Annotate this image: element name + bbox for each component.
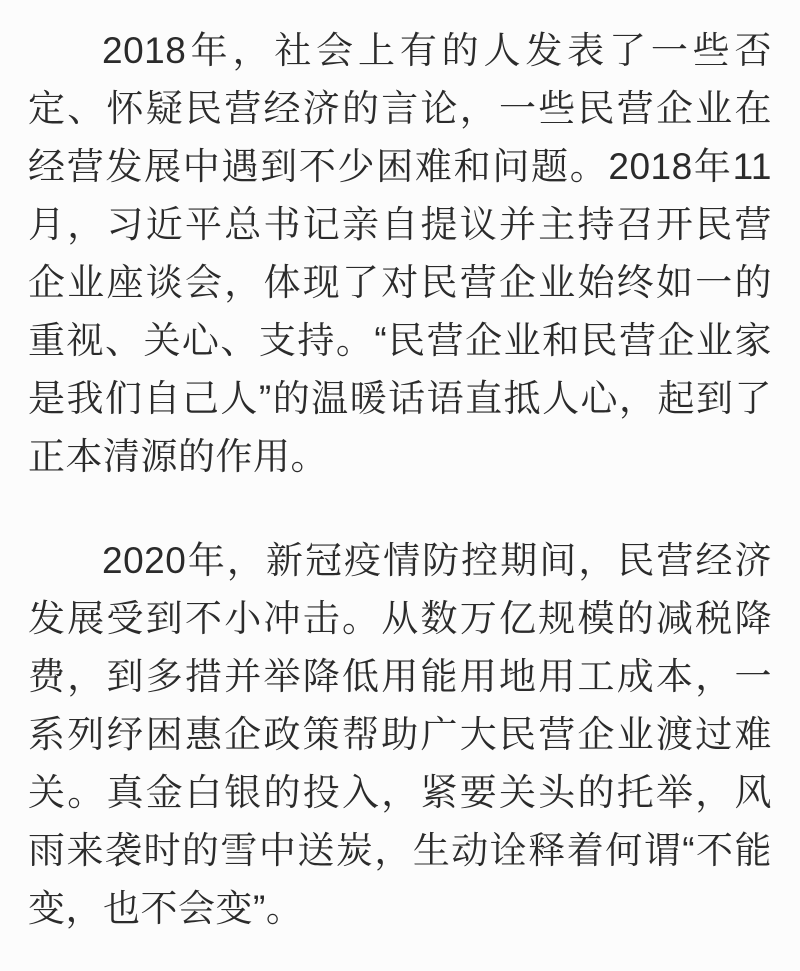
paragraph-2018: 2018年，社会上有的人发表了一些否定、怀疑民营经济的言论，一些民营企业在经营发展中遇到不少困难和问题。2018年11月，习近平总书记亲自提议并主持召开民营企业座谈会，体现了对民营企业始终如一的重视、关心、支持。“民营企业和民营企业家是我们自己人”的温暖话语直抵人心，起到了正本清源的作用。 xyxy=(28,30,772,477)
paragraph-2020: 2020年，新冠疫情防控期间，民营经济发展受到不小冲击。从数万亿规模的减税降费，到多措并举降低用能用地用工成本，一系列纾困惠企政策帮助广大民营企业渡过难关。真金白银的投入，紧要关头的托举，风雨来袭时的雪中送炭，生动诠释着何谓“不能变，也不会变”。 xyxy=(28,540,772,929)
